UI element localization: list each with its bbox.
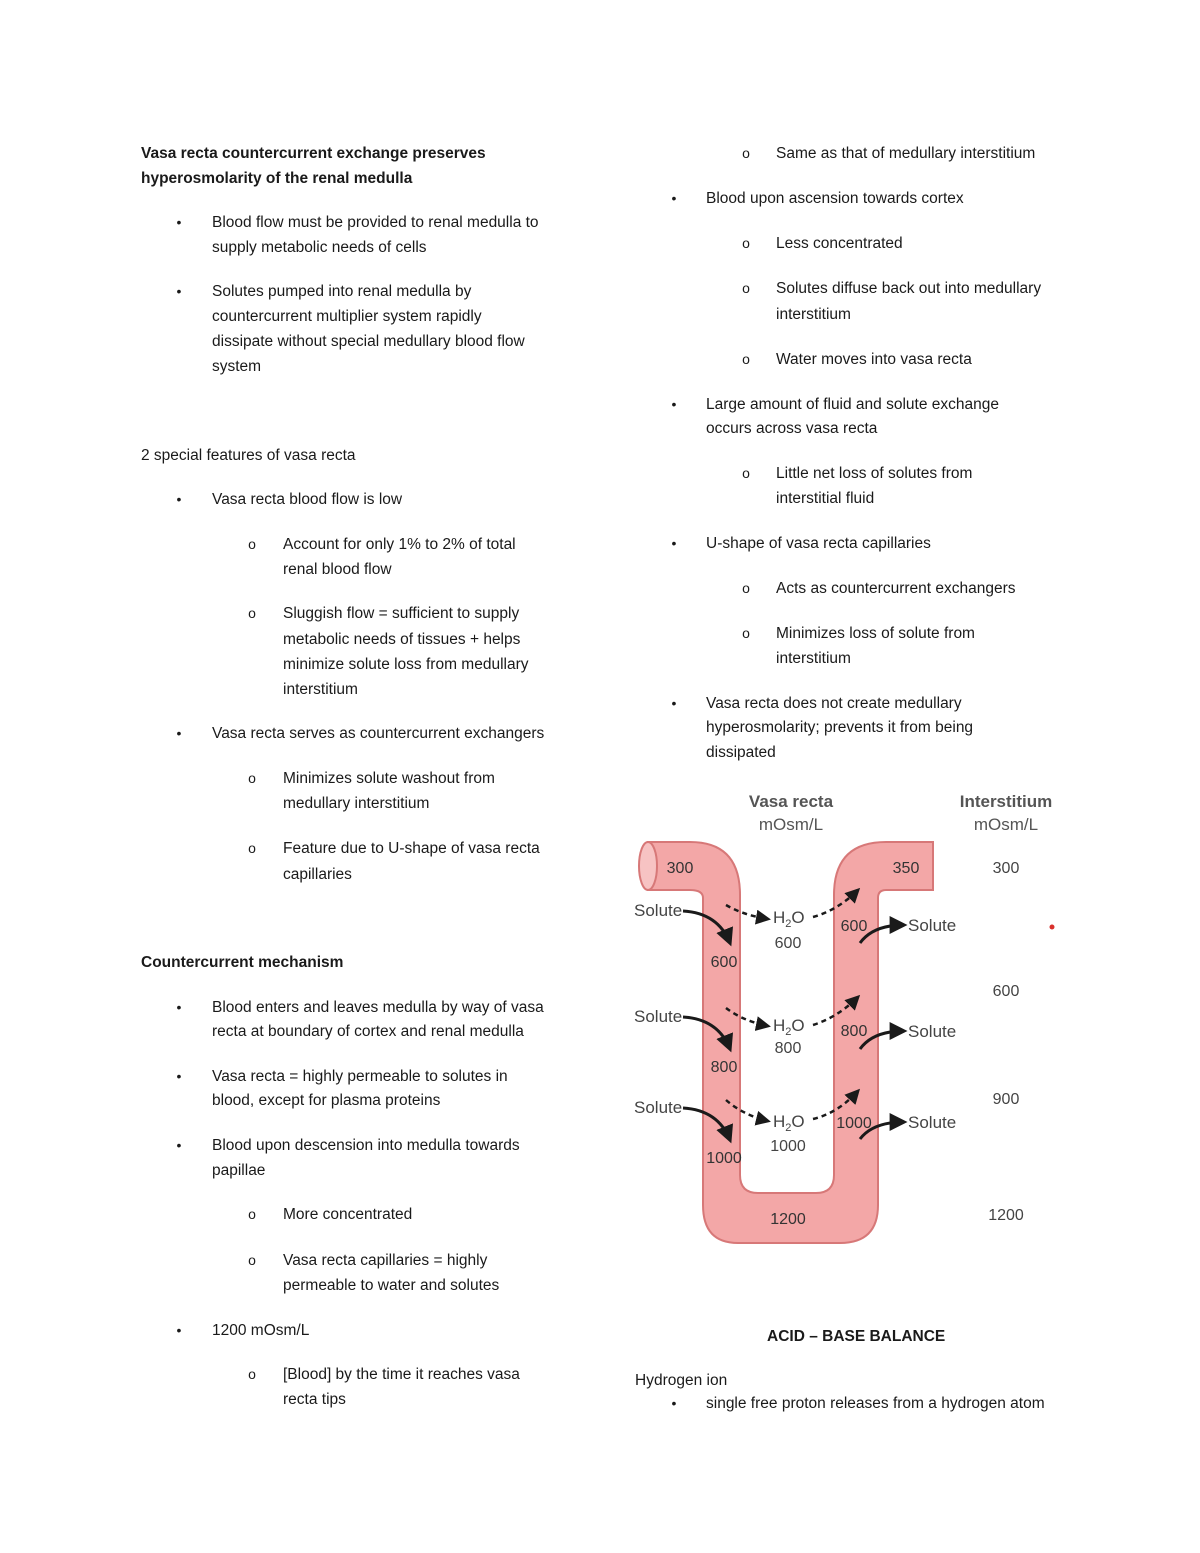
solute-label: Solute — [634, 1098, 683, 1117]
bullet-dot — [664, 691, 684, 716]
bullet-dot — [169, 721, 189, 746]
interstitium-value: 600 — [992, 983, 1020, 1000]
bullet-text: recta at boundary of cortex and renal medulla — [212, 1023, 524, 1040]
bullet-dot — [169, 995, 189, 1020]
sub-bullet-mark — [736, 576, 756, 601]
bullet-text: Blood flow must be provided to renal medulla to — [212, 214, 539, 231]
bullet-text: Large amount of fluid and solute exchange — [706, 396, 999, 413]
diagram-interstitium-title: Interstitium — [959, 792, 1053, 811]
sub-bullet-text: interstitium — [776, 306, 851, 323]
bullet-dot — [664, 531, 684, 556]
ascending-value: 800 — [840, 1023, 868, 1040]
sub-bullet-text: Account for only 1% to 2% of total — [283, 536, 516, 553]
descending-value: 600 — [710, 954, 738, 971]
sub-bullet-text: medullary interstitium — [283, 795, 430, 812]
sub-bullet-text: [Blood] by the time it reaches vasa — [283, 1366, 520, 1383]
water-label — [773, 1016, 805, 1038]
center-value: 1000 — [770, 1138, 806, 1155]
sub-bullet-mark — [242, 1248, 262, 1273]
inlet-value: 300 — [666, 860, 694, 877]
bullet-text: Vasa recta blood flow is low — [212, 491, 403, 508]
svg-text:H2O: $H_2O$ — [773, 908, 805, 930]
sub-bullet-text: Less concentrated — [776, 235, 903, 252]
solute-label: Solute — [634, 901, 683, 920]
sub-bullet-text: interstitium — [283, 681, 358, 698]
sub-bullet-mark — [736, 621, 756, 646]
bullet-dot — [664, 392, 684, 417]
sub-bullet-text: renal blood flow — [283, 561, 392, 578]
sub-bullet-text: permeable to water and solutes — [283, 1277, 500, 1294]
sub-bullet-mark — [242, 1362, 262, 1387]
bottom-value: 1200 — [770, 1211, 806, 1228]
vasa-recta-diagram — [628, 785, 1068, 1250]
sub-bullet-text: interstitial fluid — [776, 490, 875, 507]
ascending-value: 1000 — [836, 1115, 872, 1132]
solute-label: Solute — [634, 1007, 683, 1026]
solute-label: Solute — [908, 916, 957, 935]
sub-bullet-mark — [242, 836, 262, 861]
bullet-dot — [169, 1133, 189, 1158]
bullet-text: Vasa recta serves as countercurrent exchangers — [212, 725, 545, 742]
diagram-vasa-title: Vasa recta — [748, 792, 834, 811]
center-value: 800 — [774, 1040, 802, 1057]
sub-bullet-text: Solutes diffuse back out into medullary — [776, 280, 1042, 297]
sub-bullet-mark — [242, 1202, 262, 1227]
section-title-vasa-recta-line1: Vasa recta countercurrent exchange preserves — [141, 145, 486, 162]
sub-bullet-text: interstitium — [776, 650, 851, 667]
bullet-text: U-shape of vasa recta capillaries — [706, 535, 931, 552]
diagram-vasa-units: mOsm/L — [758, 815, 824, 834]
bullet-text: dissipated — [706, 744, 776, 761]
sub-bullet-text: Minimizes loss of solute from — [776, 625, 975, 642]
descending-value: 1000 — [706, 1150, 742, 1167]
water-label — [773, 1112, 805, 1134]
bullet-text: 1200 mOsm/L — [212, 1322, 310, 1339]
svg-text:H2O: $H_2O$ — [773, 1112, 805, 1134]
bullet-text: hyperosmolarity; prevents it from being — [706, 719, 974, 736]
sub-bullet-mark — [242, 532, 262, 557]
sub-bullet-text: recta tips — [283, 1391, 346, 1408]
solute-label: Solute — [908, 1113, 957, 1132]
sub-bullet-text: Water moves into vasa recta — [776, 351, 972, 368]
sub-bullet-text: Little net loss of solutes from — [776, 465, 973, 482]
bullet-text: occurs across vasa recta — [706, 420, 878, 437]
interstitium-value: 900 — [992, 1091, 1020, 1108]
bullet-text: supply metabolic needs of cells — [212, 239, 427, 256]
hydrogen-ion-heading: Hydrogen ion — [635, 1372, 728, 1389]
sub-bullet-mark — [242, 601, 262, 626]
sub-bullet-text: Vasa recta capillaries = highly — [283, 1252, 488, 1269]
sub-bullet-text: Acts as countercurrent exchangers — [776, 580, 1016, 597]
bullet-text: Vasa recta = highly permeable to solutes in — [212, 1068, 508, 1085]
section-title-vasa-recta-line2: hyperosmolarity of the renal medulla — [141, 170, 413, 187]
red-dot-mark — [1050, 925, 1055, 930]
ascending-value: 600 — [840, 918, 868, 935]
section-title-countercurrent: Countercurrent mechanism — [141, 954, 344, 971]
sub-bullet-mark — [736, 347, 756, 372]
bullet-text: Blood upon ascension towards cortex — [706, 190, 964, 207]
bullet-dot — [169, 487, 189, 512]
sub-bullet-text: capillaries — [283, 866, 352, 883]
bullet-text: blood, except for plasma proteins — [212, 1092, 441, 1109]
interstitium-value: 1200 — [988, 1207, 1024, 1224]
water-label — [773, 908, 805, 930]
sub-bullet-text: Same as that of medullary interstitium — [776, 145, 1036, 162]
sub-bullet-mark — [736, 461, 756, 486]
bullet-text: countercurrent multiplier system rapidly — [212, 308, 482, 325]
bullet-text: dissipate without special medullary blood flow — [212, 333, 525, 350]
bullet-text: single free proton releases from a hydrogen atom — [706, 1395, 1045, 1412]
bullet-text: Solutes pumped into renal medulla by — [212, 283, 472, 300]
bullet-text: Blood enters and leaves medulla by way of vasa — [212, 999, 544, 1016]
bullet-dot — [169, 1064, 189, 1089]
sub-bullet-text: Sluggish flow = sufficient to supply — [283, 605, 520, 622]
sub-bullet-mark — [736, 231, 756, 256]
tube-inlet-opening — [639, 842, 657, 890]
bullet-dot — [169, 1318, 189, 1343]
sub-bullet-text: metabolic needs of tissues + helps — [283, 631, 521, 648]
bullet-text: system — [212, 358, 262, 375]
descending-value: 800 — [710, 1059, 738, 1076]
bullet-text: papillae — [212, 1162, 266, 1179]
sub-bullet-text: More concentrated — [283, 1206, 413, 1223]
outlet-value: 350 — [892, 860, 920, 877]
solute-label: Solute — [908, 1022, 957, 1041]
center-value: 600 — [774, 935, 802, 952]
bullet-dot — [664, 1391, 684, 1416]
sub-bullet-text: Feature due to U-shape of vasa recta — [283, 840, 540, 857]
sub-bullet-text: Minimizes solute washout from — [283, 770, 495, 787]
sub-bullet-mark — [242, 766, 262, 791]
bullet-dot — [169, 279, 189, 304]
sub-bullet-mark — [736, 276, 756, 301]
diagram-interstitium-units: mOsm/L — [973, 815, 1039, 834]
bullet-dot — [664, 186, 684, 211]
interstitium-value: 300 — [992, 860, 1020, 877]
acid-base-title: ACID – BASE BALANCE — [767, 1328, 946, 1345]
sub-bullet-text: minimize solute loss from medullary — [283, 656, 529, 673]
section-title-special-features: 2 special features of vasa recta — [141, 447, 356, 464]
bullet-dot — [169, 210, 189, 235]
bullet-text: Vasa recta does not create medullary — [706, 695, 962, 712]
bullet-text: Blood upon descension into medulla towards — [212, 1137, 520, 1154]
sub-bullet-mark — [736, 141, 756, 166]
svg-text:H2O: $H_2O$ — [773, 1016, 805, 1038]
